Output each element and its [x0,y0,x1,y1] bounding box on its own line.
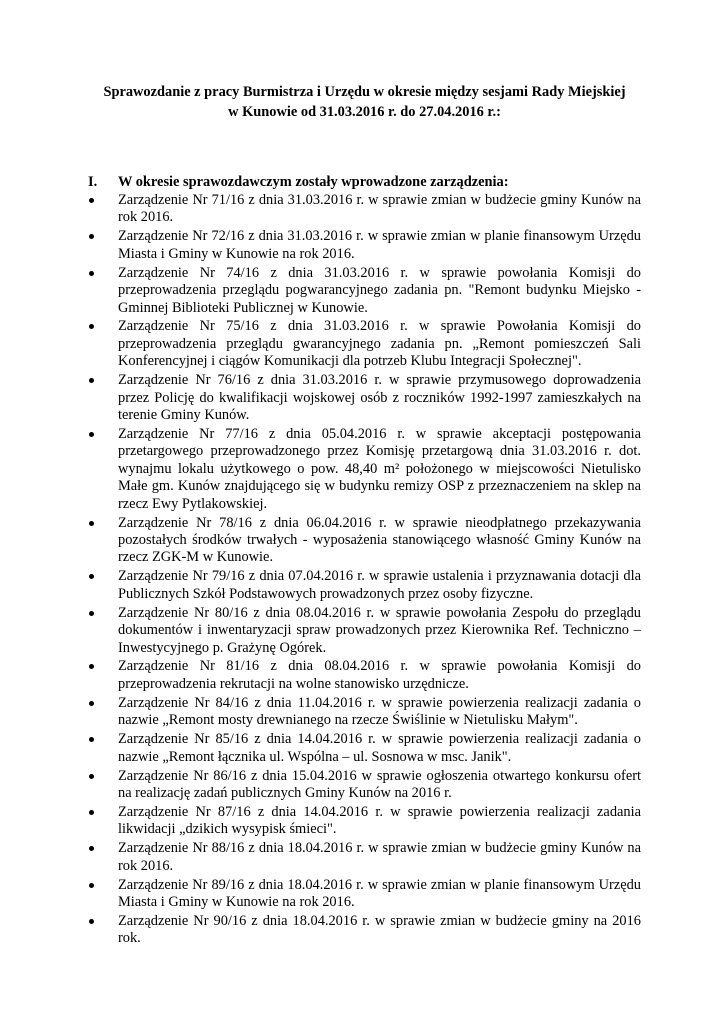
bullet-icon [88,840,118,875]
bullet-icon [88,658,118,693]
list-item [88,192,641,227]
bullet-icon [88,265,118,317]
document-title [88,82,641,122]
list-item [88,568,641,603]
bullet-icon [88,695,118,730]
list-item-text: Zarządzenie Nr 85/16 z dnia 14.04.2016 r. w sprawie powierzenia realizacji zadania o nazwie „Remont łącznika ul. Wspólna – ul. Sosnowa w msc. Janik". [118,731,641,765]
bullet-icon [88,372,118,424]
title-line-2: w Kunowie od 31.03.2016 r. do 27.04.2016 r.: [228,104,501,120]
list-item [88,804,641,839]
section-heading-text: W okresie sprawozdawczym zostały wprowadzone zarządzenia: [118,174,509,190]
ordinance-list [88,192,641,948]
list-item [88,265,641,317]
list-item [88,658,641,693]
bullet-icon [88,515,118,567]
list-item [88,372,641,424]
bullet-icon [88,426,118,513]
list-item-text: Zarządzenie Nr 87/16 z dnia 14.04.2016 r. w sprawie powierzenia realizacji zadania likwidacji „dzikich wysypisk śmieci". [118,803,641,838]
bullet-icon [88,804,118,839]
bullet-icon [88,877,118,912]
list-item-text: Zarządzenie Nr 90/16 z dnia 18.04.2016 r. w sprawie zmian w budżecie gminy na 2016 rok. [118,913,641,947]
section-number: I. [88,174,98,190]
list-item-text: Zarządzenie Nr 89/16 z dnia 18.04.2016 r. w sprawie zmian w planie finansowym Urzędu Miasta i Gminy w Kunowie na rok 2016. [118,876,641,911]
section-1 [88,172,641,948]
list-item-text: Zarządzenie Nr 78/16 z dnia 06.04.2016 r. w sprawie nieodpłatnego przekazywania pozostałych środków trwałych - wyposażenia stanowiącego własność Gminy Kunów na rzecz ZGK-M w Kunowie. [118,514,641,566]
section-heading [88,172,641,192]
list-item-text: Zarządzenie Nr 80/16 z dnia 08.04.2016 r. w sprawie powołania Zespołu do przeglądu dokumentów i inwentaryzacji spraw prowadzonych przez Kierownika Ref. Techniczno – Inwestycyjnego p. Grażynę Ogórek. [118,604,641,656]
list-item [88,695,641,730]
list-item-text: Zarządzenie Nr 72/16 z dnia 31.03.2016 r. w sprawie zmian w planie finansowym Urzędu Miasta i Gminy w Kunowie na rok 2016. [118,228,641,262]
list-item [88,877,641,912]
list-item [88,426,641,513]
list-item [88,913,641,948]
list-item-text: Zarządzenie Nr 81/16 z dnia 08.04.2016 r. w sprawie powołania Komisji do przeprowadzenia rekrutacji na wolne stanowisko urzędnicze. [118,658,641,692]
list-item-text: Zarządzenie Nr 71/16 z dnia 31.03.2016 r. w sprawie zmian w budżecie gminy Kunów na rok 2016. [118,192,641,226]
bullet-icon [88,768,118,803]
list-item-text: Zarządzenie Nr 75/16 z dnia 31.03.2016 r. w sprawie Powołania Komisji do przeprowadzenia przeglądu gwarancyjnego zadania pn. „Remont pomieszczeń Sali Konferencyjnej i ciągów Komunikacji dla potrzeb Klubu Integracji Społecznej". [118,318,641,370]
list-item [88,731,641,766]
bullet-icon [88,228,118,263]
bullet-icon [88,731,118,766]
list-item [88,605,641,657]
list-item [88,318,641,370]
bullet-icon [88,913,118,948]
bullet-icon [88,192,118,227]
bullet-icon [88,568,118,603]
document-page [88,82,641,949]
bullet-icon [88,318,118,370]
list-item-text: Zarządzenie Nr 86/16 z dnia 15.04.2016 w sprawie ogłoszenia otwartego konkursu ofert na realizację zadań publicznych Gminy Kunów na 2016 r. [118,767,641,801]
list-item-text: Zarządzenie Nr 76/16 z dnia 31.03.2016 r. w sprawie przymusowego doprowadzenia przez Policję do kwalifikacji wojskowej osób z roczników 1992-1997 zamieszkałych na terenie Gminy Kunów. [118,372,641,424]
list-item-text: Zarządzenie Nr 74/16 z dnia 31.03.2016 r. w sprawie powołania Komisji do przeprowadzenia przeglądu pogwarancyjnego zadania pn. "Remont budynku Miejsko - Gminnej Biblioteki Publicznej w Kunowie. [118,264,641,316]
bullet-icon [88,605,118,657]
list-item-text: Zarządzenie Nr 77/16 z dnia 05.04.2016 r. w sprawie akceptacji postępowania przetargowego przeprowadzonego przez Komisję przetargową dnia 31.03.2016 r. dot. wynajmu lokalu użytkowego o pow. 48,40 m² położonego w miejscowości Nietulisko Małe gm. Kunów znajdującego się w budynku remizy OSP z przeznaczeniem na sklep na rzecz Ewy Pytlakowskiej. [118,426,641,512]
list-item [88,228,641,263]
list-item [88,840,641,875]
list-item-text: Zarządzenie Nr 88/16 z dnia 18.04.2016 r. w sprawie zmian w budżecie gminy Kunów na rok 2016. [118,840,641,874]
list-item [88,768,641,803]
list-item-text: Zarządzenie Nr 79/16 z dnia 07.04.2016 r. w sprawie ustalenia i przyznawania dotacji dla Publicznych Szkół Podstawowych prowadzonych przez osoby fizyczne. [118,568,641,602]
title-line-1: Sprawozdanie z pracy Burmistrza i Urzędu w okresie między sesjami Rady Miejskiej [103,84,626,100]
list-item-text: Zarządzenie Nr 84/16 z dnia 11.04.2016 r. w sprawie powierzenia realizacji zadania o nazwie „Remont mosty drewnianego na rzecze Świślinie w Nietulisku Małym". [118,694,641,729]
list-item [88,515,641,567]
